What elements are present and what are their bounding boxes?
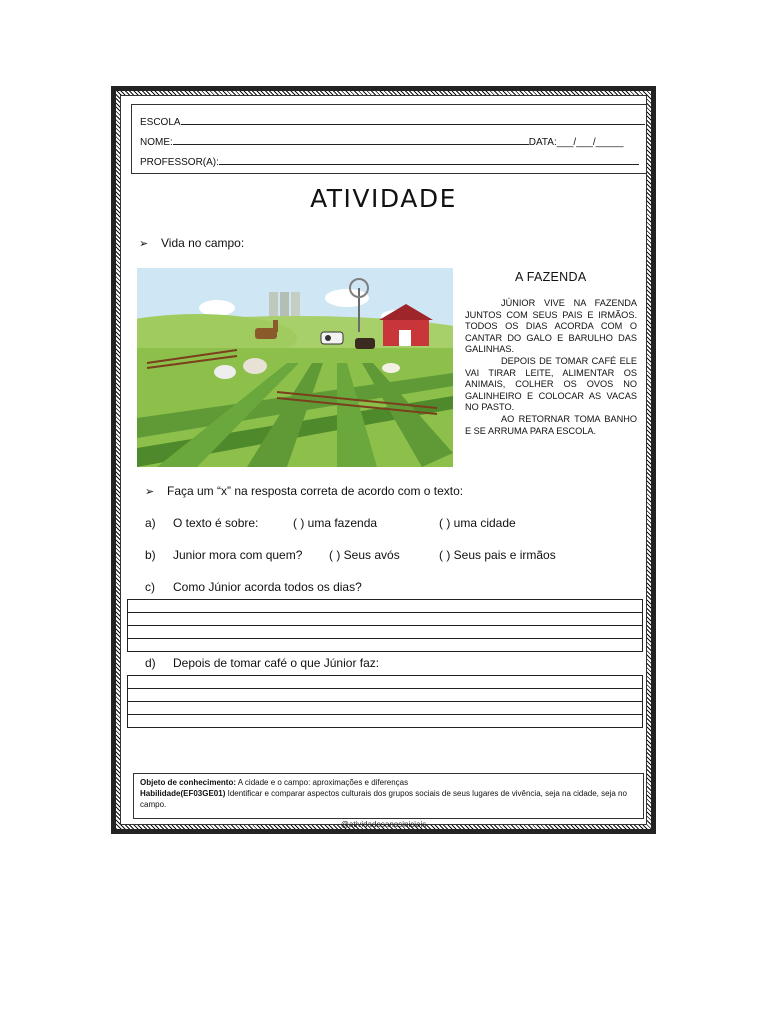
answer-line[interactable] <box>128 689 642 702</box>
question-letter: b) <box>145 548 156 562</box>
answer-line[interactable] <box>128 613 642 626</box>
story-text <box>465 298 637 437</box>
question-text: Depois de tomar café o que Júnior faz: <box>173 656 380 670</box>
teacher-row <box>140 155 639 168</box>
question-text: Como Júnior acorda todos os dias? <box>173 580 362 594</box>
instruction <box>145 484 463 498</box>
worksheet-border <box>111 86 656 834</box>
name-label: NOME: <box>140 137 173 148</box>
question-letter: a) <box>145 516 156 530</box>
skill-text: Identificar e comparar aspectos culturais dos grupos sociais de seus lugares de vivência, seja na cidade, seja no campo. <box>140 789 627 809</box>
story-paragraph: AO RETORNAR TOMA BANHO E SE ARRUMA PARA ESCOLA. <box>465 413 637 436</box>
answer-line[interactable] <box>128 639 642 652</box>
cloud-icon <box>325 289 369 307</box>
teacher-field[interactable] <box>219 155 639 165</box>
name-field[interactable] <box>173 135 529 145</box>
arrow-bullet-icon: ➢ <box>145 486 155 498</box>
story-paragraph: JÚNIOR VIVE NA FAZENDA JUNTOS COM SEUS PAIS E IRMÃOS. TODOS OS DIAS ACORDA COM O CANTAR DO GALO E BARULHO DAS GALINHAS. <box>465 298 637 355</box>
teacher-label: PROFESSOR(A): <box>140 157 219 168</box>
answer-line[interactable] <box>128 600 642 613</box>
page-title: ATIVIDADE <box>310 184 457 213</box>
story-title: A FAZENDA <box>515 270 587 284</box>
question-text: O texto é sobre: <box>173 516 259 530</box>
knowledge-text: A cidade e o campo: aproximações e diferenças <box>237 778 409 787</box>
student-info-box <box>131 104 647 174</box>
instruction-text: Faça um “x” na resposta correta de acordo com o texto: <box>167 484 464 498</box>
answer-line[interactable] <box>128 626 642 639</box>
skill-line <box>140 788 637 810</box>
section-label: Vida no campo: <box>161 236 245 250</box>
author-handle: @atividadesanosiniciais <box>340 820 427 829</box>
arrow-bullet-icon: ➢ <box>139 238 149 250</box>
option-cidade[interactable]: ( ) uma cidade <box>439 516 516 530</box>
knowledge-label: Objeto de conhecimento: <box>140 778 237 787</box>
question-text: Junior mora com quem? <box>173 548 303 562</box>
skill-label: Habilidade(EF03GE01) <box>140 789 226 798</box>
answer-line[interactable] <box>128 702 642 715</box>
curriculum-info-box <box>133 773 644 819</box>
answer-line[interactable] <box>128 676 642 689</box>
option-avos[interactable]: ( ) Seus avós <box>329 548 400 562</box>
knowledge-line <box>140 777 637 788</box>
answer-line[interactable] <box>128 715 642 728</box>
school-row <box>140 115 645 128</box>
question-letter: d) <box>145 656 156 670</box>
worksheet-page <box>120 95 647 829</box>
school-field[interactable] <box>181 115 645 125</box>
cow-icon <box>355 338 375 349</box>
answer-lines-c[interactable] <box>127 599 643 652</box>
school-label: ESCOLA <box>140 117 181 128</box>
date-label[interactable]: DATA:___/___/_____ <box>528 137 624 148</box>
name-row <box>140 135 623 148</box>
goat-icon <box>382 363 400 373</box>
option-pais-irmaos[interactable]: ( ) Seus pais e irmãos <box>439 548 556 562</box>
cow-icon <box>321 332 343 344</box>
question-letter: c) <box>145 580 155 594</box>
cloud-icon <box>199 300 235 316</box>
answer-lines-d[interactable] <box>127 675 643 728</box>
section-vida-no-campo <box>139 236 244 250</box>
farm-illustration <box>137 268 453 467</box>
story-paragraph: DEPOIS DE TOMAR CAFÉ ELE VAI TIRAR LEITE, ALIMENTAR OS ANIMAIS, COLHER OS OVOS NO GALINHEIRO E COLOCAR AS VACAS NO PASTO. <box>465 355 637 413</box>
option-fazenda[interactable]: ( ) uma fazenda <box>293 516 378 530</box>
